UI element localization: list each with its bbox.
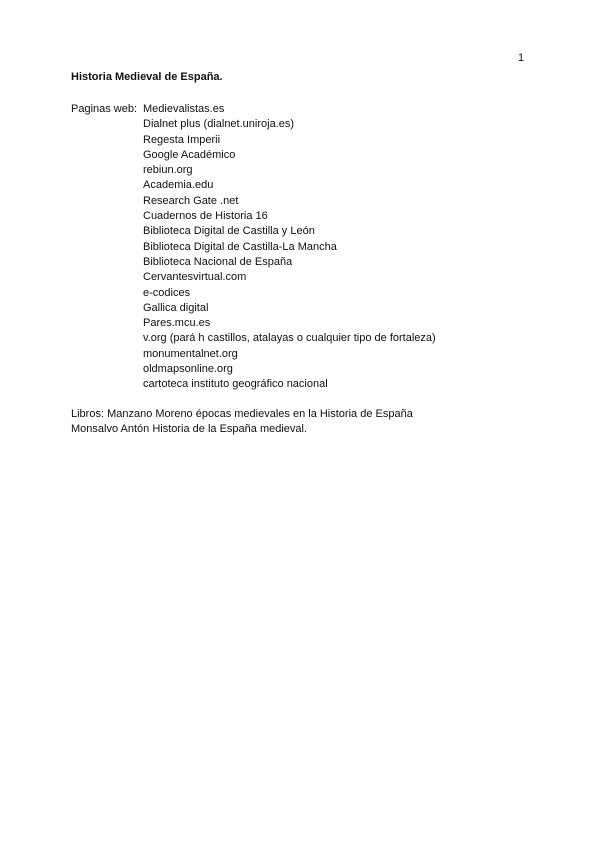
list-item: [71, 102, 541, 117]
website-entry: Biblioteca Digital de Castilla-La Mancha: [143, 240, 337, 253]
website-entry: cartoteca instituto geográfico nacional: [143, 378, 328, 391]
websites-label: Paginas web:: [71, 103, 138, 115]
list-item: [71, 117, 541, 132]
list-item: [71, 377, 541, 392]
list-item: [71, 347, 541, 362]
website-entry: Medievalistas.es: [143, 103, 225, 115]
list-item: [71, 194, 541, 209]
website-entry: Biblioteca Nacional de España: [143, 255, 293, 268]
website-entry: Cervantesvirtual.com: [143, 271, 247, 284]
list-item: [71, 301, 541, 316]
list-item: [71, 178, 541, 193]
website-entry: Gallica digital: [143, 301, 209, 314]
list-item: [71, 270, 541, 285]
website-entry: Pares.mcu.es: [143, 317, 211, 330]
list-item: [71, 331, 541, 346]
website-entry: v.org (pará h castillos, atalayas o cualquier tipo de fortaleza): [143, 332, 436, 345]
website-entry: rebiun.org: [143, 164, 193, 177]
website-entry: oldmapsonline.org: [143, 363, 233, 376]
page-number: 1: [518, 52, 525, 64]
list-item: [71, 316, 541, 331]
website-entry: monumentalnet.org: [143, 347, 238, 360]
list-item: [71, 133, 541, 148]
list-item: [71, 224, 541, 239]
list-item: [71, 240, 541, 255]
book-line: Monsalvo Antón Historia de la España medieval.: [71, 423, 308, 436]
list-item: [71, 163, 541, 178]
list-item: [71, 286, 541, 301]
website-entry: Academia.edu: [143, 179, 214, 192]
books-section: [71, 407, 541, 438]
website-entry: Google Académico: [143, 148, 236, 161]
list-item: [71, 209, 541, 224]
website-entry: Biblioteca Digital de Castilla y León: [143, 225, 315, 238]
website-entry: e-codices: [143, 286, 191, 299]
website-entry: Cuadernos de Historia 16: [143, 210, 268, 223]
list-item: [71, 362, 541, 377]
list-item: [71, 255, 541, 270]
document-title: Historia Medieval de España.: [71, 71, 223, 83]
website-entry: Regesta Imperii: [143, 133, 221, 146]
website-entry: Research Gate .net: [143, 194, 239, 207]
website-entry: Dialnet plus (dialnet.uniroja.es): [143, 118, 295, 131]
list-item: [71, 148, 541, 163]
websites-list: [71, 102, 541, 393]
book-line: Libros: Manzano Moreno épocas medievales en la Historia de España: [71, 408, 413, 420]
